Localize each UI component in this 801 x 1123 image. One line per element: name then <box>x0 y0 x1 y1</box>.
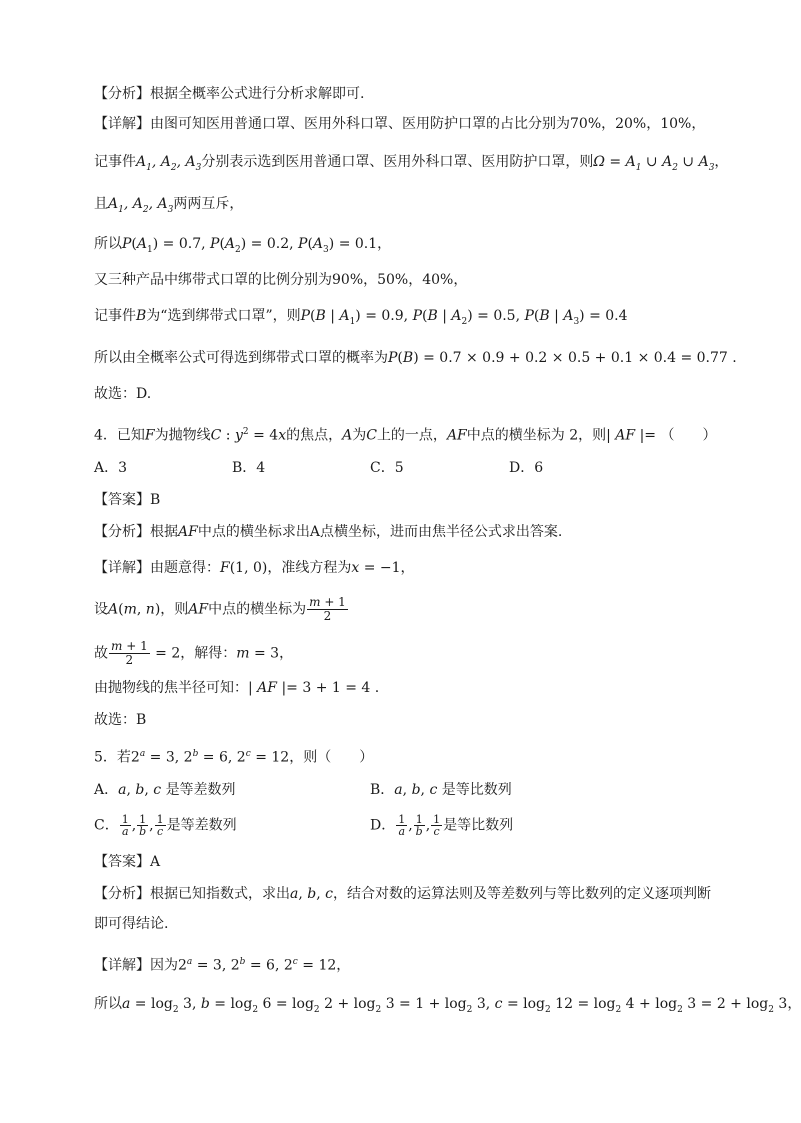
q4-detail-4a: 由抛物线的焦半径可知： <box>94 680 248 696</box>
detail-tag: 【详解】 <box>94 116 150 132</box>
answer-tag: 【答案】 <box>94 854 150 870</box>
q3-detail-text-3a: 且 <box>94 196 108 212</box>
q4-detail-2a: 设 <box>94 601 108 618</box>
q5-option-b-text: 是等比数列 <box>441 782 512 798</box>
q4-conclusion <box>94 710 146 730</box>
q5-stem: 5．若$2^a = 3$, $2^b = 6$, $2^c = 12$，则（ ） <box>94 749 374 766</box>
q3-detail-line-7: 所以由全概率公式可得选到绑带式口罩的概率为P(B) = 0.7 × 0.9 + 0.2 × 0.5 + 0.1 × 0.4 = 0.77 . <box>94 350 737 366</box>
q5-answer-line <box>94 852 160 872</box>
q5-option-b: B．a, b, c 是等比数列 <box>370 782 512 798</box>
q4-detail-line-3: 故 $\frac{m + 1}{2}$ = 2，解得：m = 3， <box>94 639 294 667</box>
q5-answer: A <box>150 854 161 870</box>
q5-option-c: C． $\frac{1}{a}$ , $\frac{1}{b}$ , $\frac{1}{c}$ 是等差数列 <box>94 813 237 838</box>
q3-detail-line-4: 所以$P(A_1) = 0.7$, $P(A_2) = 0.2$, $P(A_3) = 0.1$， <box>94 236 392 255</box>
q5-detail-2a: 所以 <box>94 996 122 1012</box>
q3-conclusion <box>94 384 151 404</box>
q4-stem-e: 上的一点， <box>376 427 447 444</box>
q4-option-b: B．4 <box>232 460 266 476</box>
q5-option-c-label: C． <box>94 817 119 834</box>
q4-answer-line <box>94 490 160 510</box>
q3-analysis-line <box>94 84 364 104</box>
fraction-m-plus-1-over-2: $\frac{m + 1}{2}$ <box>309 595 346 623</box>
q5-option-a-text: 是等差数列 <box>165 782 236 798</box>
q4-detail-2b: ，则 <box>160 601 189 618</box>
q3-detail-line-3 <box>94 194 243 220</box>
q4-detail-line-4: 由抛物线的焦半径可知：| AF |= 3 + 1 = 4 . <box>94 680 380 696</box>
q4-stem-d: 为 <box>352 427 367 444</box>
detail-tag: 【详解】 <box>94 560 150 576</box>
q4-stem-f: 中点的横坐标为 2，则 <box>466 427 607 444</box>
q5-analysis-line-2 <box>94 914 168 934</box>
q4-analysis-line: 【分析】根据AF中点的横坐标求出A点横坐标，进而由焦半径公式求出答案. <box>94 524 563 540</box>
q3-conclusion-text: 故选：D. <box>94 386 152 402</box>
q5-detail-line-2: 所以$a = \log_2 3$, $b = \log_2 6 = \log_2 2 + \log_2 3 = 1 + \log_2 3$, $c = \log_2 12 = \log_2 4 + \log_2 3 = 2 + \log_2 3$， <box>94 996 801 1015</box>
q5-analysis-line-1: 【分析】根据已知指数式，求出a, b, c，结合对数的运算法则及等差数列与等比数列的定义逐项判断 <box>94 886 711 902</box>
q5-option-a-label: A． <box>94 782 119 798</box>
q3-analysis-text: 根据全概率公式进行分析求解即可. <box>150 86 365 102</box>
q5-detail-line-1: 【详解】因为$2^a = 3$, $2^b = 6$, $2^c = 12$， <box>94 957 351 974</box>
q4-option-a: A．3 <box>94 460 128 476</box>
q5-analysis-b: ，结合对数的运算法则及等差数列与等比数列的定义逐项判断 <box>332 886 711 902</box>
cond-prob-formula: P <box>300 308 311 324</box>
fraction-m-plus-1-over-2-b: $\frac{m + 1}{2}$ <box>111 639 148 667</box>
q4-analysis-b: 中点的横坐标求出A点横坐标，进而由焦半径公式求出答案. <box>197 524 563 540</box>
q5-option-d: D． $\frac{1}{a}$ , $\frac{1}{b}$ , $\frac{1}{c}$ 是等比数列 <box>370 813 514 838</box>
q4-detail-3a: 故 <box>94 645 108 662</box>
q4-stem-b: 为抛物线 <box>154 427 211 444</box>
q4-conclusion-text: 故选：B <box>94 712 147 728</box>
q4-detail-3b: ，解得： <box>180 645 237 662</box>
omega-formula: $\Omega = A_1$ ∪ $A_2$ ∪ $A_3$ <box>593 154 715 173</box>
q5-detail-1a: 因为 <box>150 957 178 974</box>
q3-detail-text-4a: 所以 <box>94 236 122 252</box>
q4-detail-1b: ，准线方程为 <box>267 560 352 576</box>
q5-stem-b: ，则（ ） <box>289 749 374 766</box>
q3-detail-line-1 <box>94 114 705 134</box>
q5-option-b-label: B． <box>370 782 395 798</box>
analysis-tag: 【分析】 <box>94 524 150 540</box>
total-prob-formula: P <box>388 350 398 366</box>
q3-detail-text-2b: 分别表示选到医用普通口罩、医用外科口罩、医用防护口罩，则 <box>201 154 594 170</box>
prob-formula: P <box>122 236 132 252</box>
q3-detail-line-2: 记事件$A_1$, $A_2$, $A_3$分别表示选到医用普通口罩、医用外科口罩、医用防护口罩，则$\Omega = A_1$ ∪ $A_2$ ∪ $A_3$， <box>94 154 729 173</box>
q3-detail-text-7a: 所以由全概率公式可得选到绑带式口罩的概率为 <box>94 350 388 366</box>
q4-analysis-a: 根据 <box>150 524 178 540</box>
analysis-tag: 【分析】 <box>94 86 150 102</box>
q4-stem: 4．已知F为抛物线C : $y^2 = 4x$的焦点，A为C上的一点，AF中点的横坐标为 2，则| AF |= （ ） <box>94 427 717 444</box>
q4-detail-2c: 中点的横坐标为 <box>208 601 307 618</box>
q4-detail-line-1: 【详解】由题意得：F(1, 0)，准线方程为x = −1， <box>94 560 415 576</box>
events-formula: $A_1$, $A_2$, $A_3$ <box>136 154 202 173</box>
q4-stem-c: 的焦点， <box>286 427 343 444</box>
q3-detail-line-6: 记事件B为“选到绑带式口罩”，则P(B | $A_1) = 0.9$, P(B | $A_2) = 0.5$, P(B | $A_3) = 0.4$ <box>94 308 628 327</box>
analysis-tag: 【分析】 <box>94 886 150 902</box>
q5-option-c-text: 是等差数列 <box>166 817 237 834</box>
q5-stem-a: 5．若 <box>94 749 131 766</box>
q3-detail-text-6b: 为“选到绑带式口罩”，则 <box>146 308 301 324</box>
q3-detail-line-5 <box>94 270 467 290</box>
q4-option-d: D．6 <box>509 460 544 476</box>
q4-detail-1a: 由题意得： <box>150 560 220 576</box>
q4-detail-line-2: 设A(m, n)，则AF中点的横坐标为 $\frac{m + 1}{2}$ <box>94 595 346 623</box>
answer-tag: 【答案】 <box>94 492 150 508</box>
q5-option-a: A．a, b, c 是等差数列 <box>94 782 236 798</box>
event-b: B <box>136 308 147 324</box>
q3-detail-text-6a: 记事件 <box>94 308 136 324</box>
q5-option-d-label: D． <box>370 817 396 834</box>
events-formula-2: $A_1$, $A_2$, $A_3$ <box>108 196 174 215</box>
q5-analysis-a: 根据已知指数式，求出 <box>150 886 290 902</box>
q4-stem-g: （ ） <box>660 427 717 444</box>
detail-tag: 【详解】 <box>94 957 150 974</box>
q5-analysis-c: 即可得结论. <box>94 916 169 932</box>
parabola-formula: C <box>210 427 222 444</box>
q4-stem-a: 4．已知 <box>94 427 145 444</box>
q4-option-c: C．5 <box>370 460 404 476</box>
q3-detail-text-3b: 两两互斥， <box>173 196 244 212</box>
q3-detail-text-2a: 记事件 <box>94 154 136 170</box>
q5-option-d-text: 是等比数列 <box>443 817 514 834</box>
q3-detail-text-1: 由图可知医用普通口罩、医用外科口罩、医用防护口罩的占比分别为70%，20%，10%， <box>150 116 706 132</box>
q3-detail-text-5: 又三种产品中绑带式口罩的比例分别为90%，50%，40%， <box>94 272 468 288</box>
q4-answer: B <box>150 492 161 508</box>
